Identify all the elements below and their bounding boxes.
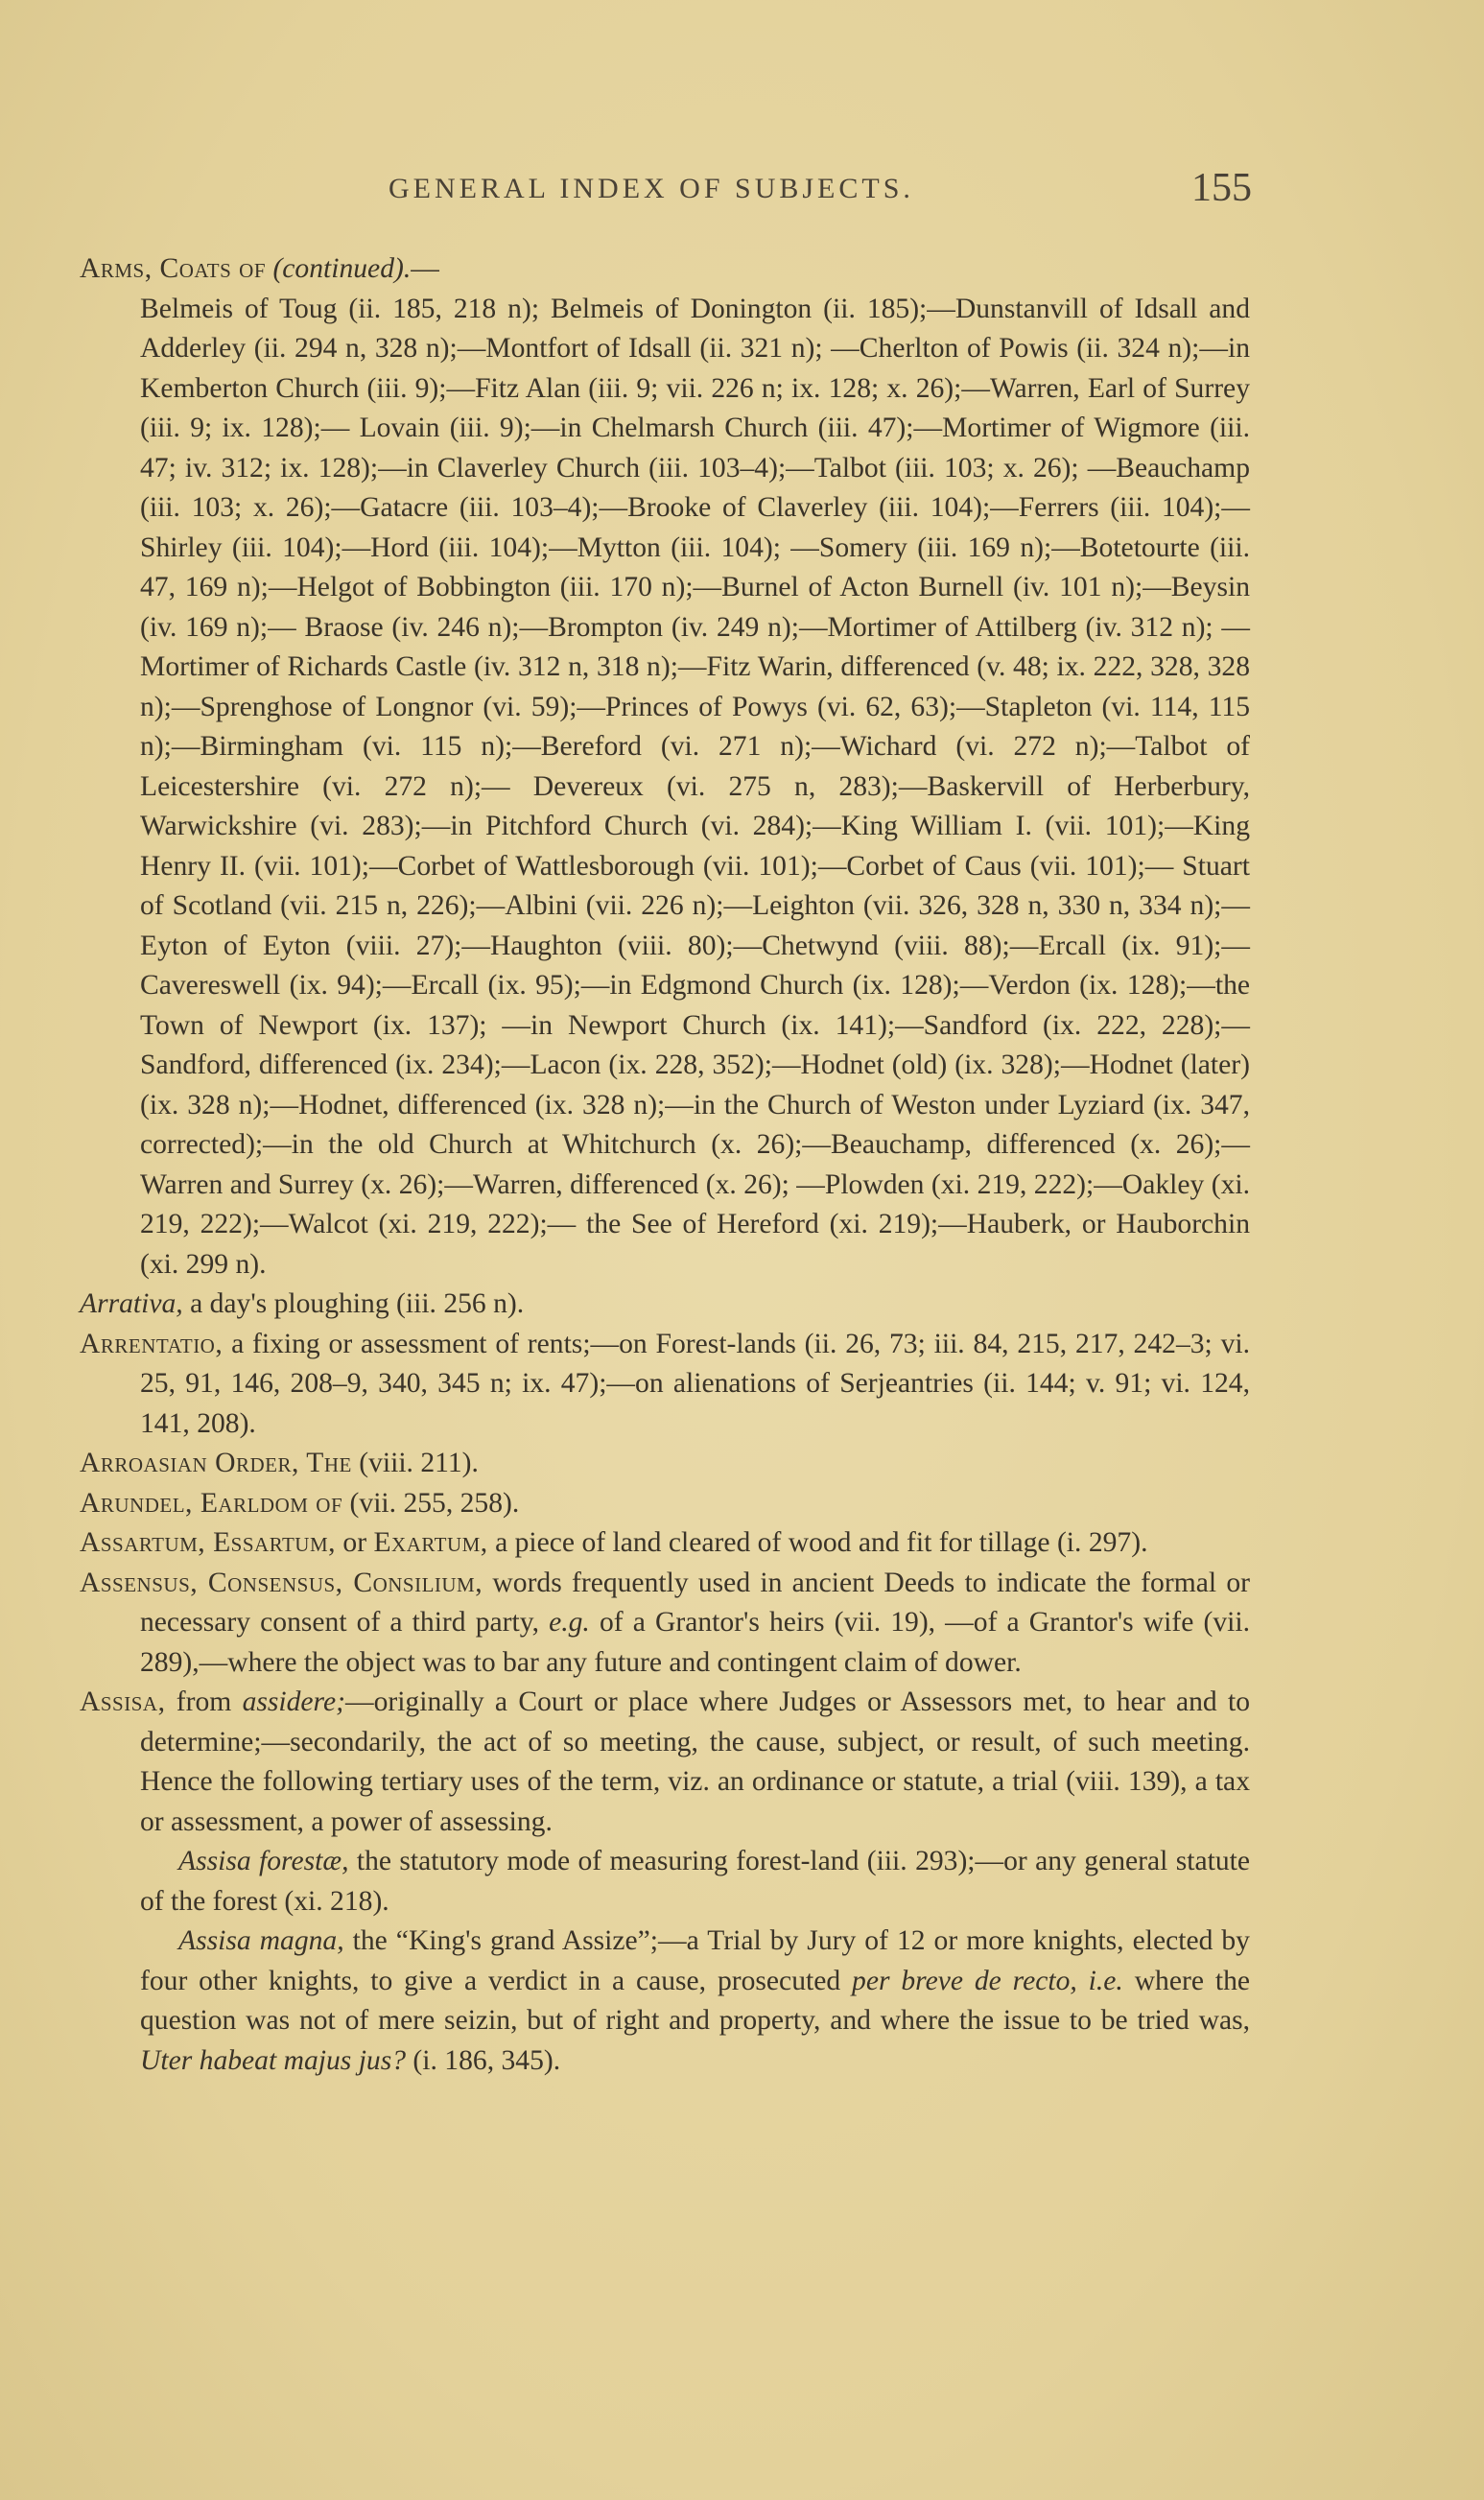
entry-text: a piece of land cleared of wood and fit for tillage (i. 297). [487,1527,1148,1558]
continued-note: (continued). [272,253,412,284]
entry-text: a fixing or assessment of rents;—on Forest-lands (ii. 26, 73; iii. 84, 215, 217, 242–3; vi. 25, 91, 146, 208–9, 340, 345 n; ix. 47);—on alienations of Serjeantries (ii. 144; v. 91; vi. 124, 141, 208). [140,1328,1250,1439]
entry-heading: Assisa, [80,1686,166,1717]
entry-text: a day's ploughing (iii. 256 n). [182,1288,525,1319]
entry-text: words frequently used in ancient Deeds to indicate the formal or necessary consent of a third party, [140,1567,1250,1638]
entry-text: Belmeis of Toug (ii. 185, 218 n); Belmeis of Donington (ii. 185);—Dunstanvill of Idsall and Adderley (ii. 294 n, 328 n);—Montfort of Idsall (ii. 321 n); —Cherlton of Powis (ii. 324 n);—in Kemberton Church (iii. 9);—Fitz Alan (iii. 9; vii. 226 n; ix. 128; x. 26);—Warren, Earl of Surrey (iii. 9; ix. 128);— Lovain (iii. 9);—in Chelmarsh Church (iii. 47);—Mortimer of Wigmore (iii. 47; iv. 312; ix. 128);—in Claverley Church (iii. 103–4);—Talbot (iii. 103; x. 26); —Beauchamp (iii. 103; x. 26);—Gatacre (iii. 103–4);—Brooke of Claverley (iii. 104);—Ferrers (iii. 104);—Shirley (iii. 104);—Hord (iii. 104);—Mytton (iii. 104); —Somery (iii. 169 n);—Botetourte (iii. 47, 169 n);—Helgot of Bobbington (iii. 170 n);—Burnel of Acton Burnell (iv. 101 n);—Beysin (iv. 169 n);— Braose (iv. 246 n);—Brompton (iv. 249 n);—Mortimer of Attilberg (iv. 312 n); —Mortimer of Richards Castle (iv. 312 n, 318 n);—Fitz Warin, differenced (v. 48; ix. 222, 328, 328 n);—Sprenghose of Longnor (vi. 59);—Princes of Powys (vi. 62, 63);—Stapleton (vi. 114, 115 n);—Birmingham (vi. 115 n);—Bereford (vi. 271 n);—Wichard (vi. 272 n);—Talbot of Leicestershire (vi. 272 n);— Devereux (vi. 275 n, 283);—Baskervill of Herberbury, Warwickshire (vi. 283);—in Pitchford Church (vi. 284);—King William I. (vii. 101);—King Henry II. (vii. 101);—Corbet of Wattlesborough (vii. 101);—Corbet of Caus (vii. 101);— Stuart of Scotland (vii. 215 n, 226);—Albini (vii. 226 n);—Leighton (vii. 326, 328 n, 330 n, 334 n);—Eyton of Eyton (viii. 27);—Haughton (viii. 80);—Chetwynd (viii. 88);—Ercall (ix. 91);—Cavereswell (ix. 94);—Ercall (ix. 95);—in Edgmond Church (ix. 128);—Verdon (ix. 128);—the Town of Newport (ix. 137); —in Newport Church (ix. 141);—Sandford (ix. 222, 228);—Sandford, differenced (ix. 234);—Lacon (ix. 228, 352);—Hodnet (old) (ix. 328);—Hodnet (later) (ix. 328 n);—Hodnet, differenced (ix. 328 n);—in the Church of Weston under Lyziard (ix. 347, corrected);—in the old Church at Whitchurch (x. 26);—Beauchamp, differenced (x. 26);—Warren and Surrey (x. 26);—Warren, differenced (x. 26); —Plowden (xi. 219, 222);—Oakley (xi. 219, 222);—Walcot (xi. 219, 222);— the See of Hereford (xi. 219);—Hauberk, or Hauborchin (xi. 299 n). [140,293,1250,1280]
entry-text: —originally a Court or place where Judges or Assessors met, to hear and to determine;—secondarily, the act of so meeting, the cause, subject, or result, of such meeting. Hence the following tertiary uses of the term, viz. an ordinance or statute, a trial (viii. 139), a tax or assessment, a power of assessing. [140,1686,1250,1837]
subentry-heading: Assisa forestæ, [178,1846,349,1876]
entry-text-continued: of a Grantor's heirs (vii. 19), —of a Grantor's wife (vii. 289),—where the object was to bar any future and contingent claim of dower. [140,1607,1250,1678]
entry-assartum [80,1523,1250,1564]
entry-italic: assidere; [242,1686,345,1717]
subentry-assisa-forestae [80,1842,1250,1922]
subentry-italic-question: Uter habeat majus jus? [140,2044,407,2076]
subentry-text: the “King's grand Assize”;—a Trial by Jury of 12 or more knights, elected by four other knights, to give a verdict in a cause, prosecuted [140,1925,1250,1996]
entry-connector: from [165,1686,243,1717]
entry-assisa [80,1683,1250,1842]
entry-arroasian-order [80,1444,1250,1484]
subentry-heading: Assisa magna, [178,1925,344,1956]
subentry-italic: per breve de recto, i.e. [852,1965,1123,1996]
entry-heading: Assensus, Consensus, Consilium, [80,1567,483,1598]
entry-heading: Arrativa, [80,1288,183,1319]
subentry-assisa-magna [80,1922,1250,2081]
entry-heading: Assartum, Essartum, [80,1527,337,1558]
running-title: GENERAL INDEX OF SUBJECTS. [389,173,914,204]
subentry-text-end: (i. 186, 345). [406,2044,561,2076]
entry-arrentatio [80,1325,1250,1445]
subentry-text-continued: where the question was not of mere seizin, but of right and property, and where the issue to be tried was, [140,1965,1251,2036]
entry-arms-coats-of [80,249,1250,1285]
entry-heading-variant: Exartum, [373,1527,488,1558]
entry-arundel [80,1484,1250,1524]
index-content [80,249,1250,2081]
entry-arrativa [80,1285,1250,1325]
entry-text: (viii. 211). [351,1448,479,1478]
page-header [389,165,1252,223]
entry-connector: or [336,1527,374,1558]
entry-heading: Arundel, Earldom of [80,1487,343,1519]
entry-heading: Arroasian Order, The [80,1448,352,1478]
entry-assensus [80,1564,1250,1684]
entry-text: (vii. 255, 258). [342,1487,520,1519]
entry-heading: Arms, Coats of [80,253,267,284]
page-number: 155 [1191,166,1252,210]
entry-italic: e.g. [549,1607,590,1638]
entry-heading: Arrentatio, [80,1328,224,1359]
entry-dash: — [411,253,439,284]
subentry-text: the statutory mode of measuring forest-land (iii. 293);—or any general statute of the forest (xi. 218). [140,1846,1250,1917]
